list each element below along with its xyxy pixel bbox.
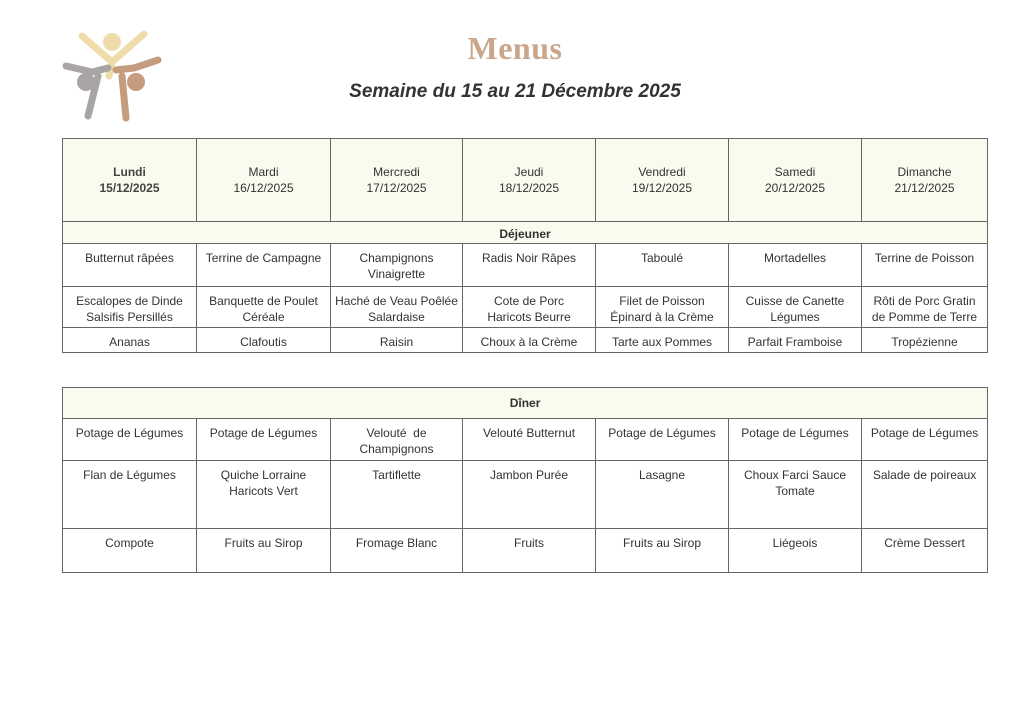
day-name: Vendredi — [638, 165, 686, 179]
menu-item: Parfait Framboise — [747, 335, 843, 349]
menu-cell — [463, 287, 596, 328]
diner-entrees-row — [63, 419, 988, 461]
menu-cell — [63, 244, 197, 287]
menu-cell — [729, 419, 862, 461]
menu-item: Légumes — [770, 310, 820, 324]
menu-item: Fruits au Sirop — [224, 536, 303, 550]
menu-cell — [596, 461, 729, 529]
dejeuner-plats-row — [63, 287, 988, 328]
day-header-samedi — [729, 139, 862, 222]
menu-item: Choux Farci Sauce — [743, 468, 847, 482]
menu-cell — [197, 287, 331, 328]
menu-cell — [331, 287, 463, 328]
menu-item: Cote de Porc — [493, 294, 565, 308]
menu-item: Potage de Légumes — [608, 426, 716, 440]
day-header-mercredi — [331, 139, 463, 222]
menu-item: Terrine de Poisson — [874, 251, 975, 265]
menu-item: Salade de poireaux — [872, 468, 977, 482]
menu-item: Salardaise — [368, 310, 425, 324]
page-subtitle: Semaine du 15 au 21 Décembre 2025 — [349, 81, 681, 102]
menu-cell — [596, 328, 729, 353]
menu-item: Tropézienne — [891, 335, 958, 349]
menu-cell — [862, 244, 988, 287]
menu-cell — [596, 529, 729, 573]
day-name: Mercredi — [373, 165, 420, 179]
menu-cell — [862, 461, 988, 529]
menu-cell — [596, 244, 729, 287]
menu-item: Velouté de — [366, 426, 427, 440]
menu-item: Tartiflette — [372, 468, 421, 482]
day-date: 15/12/2025 — [99, 181, 160, 195]
diner-desserts-row — [63, 529, 988, 573]
menu-item: Potage de Légumes — [75, 426, 184, 440]
day-header-vendredi — [596, 139, 729, 222]
menu-cell — [463, 244, 596, 287]
menu-item: Haché de Veau Poêlée — [335, 294, 458, 308]
menu-item: Jambon Purée — [489, 468, 569, 482]
menu-item: Lasagne — [638, 468, 686, 482]
menu-cell — [331, 529, 463, 573]
menu-item: Taboulé — [640, 251, 684, 265]
page-title: Menus — [467, 30, 563, 66]
dejeuner-entrees-row — [63, 244, 988, 287]
menu-item: Cuisse de Canette — [745, 294, 845, 308]
menu-cell — [331, 328, 463, 353]
day-header-jeudi — [463, 139, 596, 222]
day-header-lundi — [63, 139, 197, 222]
menu-item: Haricots Beurre — [487, 310, 571, 324]
day-name: Mardi — [248, 165, 279, 179]
section-row-diner — [63, 388, 988, 419]
menu-cell — [197, 419, 331, 461]
menu-item: Rôti de Porc Gratin — [873, 294, 976, 308]
menu-cell — [862, 287, 988, 328]
menu-item: Flan de Légumes — [83, 468, 176, 482]
dejeuner-table — [62, 138, 988, 353]
day-date: 18/12/2025 — [498, 181, 560, 195]
day-date: 20/12/2025 — [764, 181, 826, 195]
menu-item: Fromage Blanc — [355, 536, 438, 550]
menu-cell — [729, 287, 862, 328]
menu-cell — [63, 287, 197, 328]
section-label-dejeuner: Déjeuner — [63, 222, 988, 244]
menu-cell — [463, 461, 596, 529]
menu-item: Clafoutis — [240, 335, 287, 349]
menu-item: Butternut râpées — [85, 251, 174, 265]
menu-cell — [197, 328, 331, 353]
menu-cell — [862, 328, 988, 353]
menu-item: Filet de Poisson — [619, 294, 705, 308]
day-header-mardi — [197, 139, 331, 222]
menu-cell — [596, 287, 729, 328]
menu-cell — [331, 419, 463, 461]
day-name: Samedi — [774, 165, 816, 179]
menu-item: Céréale — [242, 310, 285, 324]
menu-item: Fruits au Sirop — [622, 536, 702, 550]
menu-cell — [862, 529, 988, 573]
menu-item: Salsifis Persillés — [86, 310, 173, 324]
menu-cell — [63, 529, 197, 573]
menu-item: Tarte aux Pommes — [611, 335, 713, 349]
menu-cell — [63, 419, 197, 461]
day-date: 16/12/2025 — [233, 181, 294, 195]
diner-table — [62, 387, 988, 573]
dejeuner-desserts-row — [63, 328, 988, 353]
menu-cell — [729, 461, 862, 529]
menu-item: Banquette de Poulet — [209, 294, 318, 308]
menu-item: Épinard à la Crème — [610, 310, 714, 324]
section-row-dejeuner — [63, 222, 988, 244]
menu-item: Choux à la Crème — [480, 335, 578, 349]
menu-cell — [63, 328, 197, 353]
menu-cell — [862, 419, 988, 461]
menu-item: Compote — [105, 536, 154, 550]
menu-cell — [331, 461, 463, 529]
days-header-row — [63, 139, 988, 222]
menu-item: Escalopes de Dinde — [76, 294, 183, 308]
menu-item: Vinaigrette — [367, 267, 426, 281]
menu-cell — [729, 328, 862, 353]
day-header-dimanche — [862, 139, 988, 222]
menu-cell — [463, 328, 596, 353]
menu-item: Raisin — [379, 335, 414, 349]
menu-cell — [63, 461, 197, 529]
menu-cell — [197, 461, 331, 529]
menu-item: Mortadelles — [763, 251, 827, 265]
day-name: Lundi — [113, 165, 146, 179]
menu-cell — [197, 529, 331, 573]
day-date: 19/12/2025 — [631, 181, 693, 195]
menu-item: Radis Noir Râpes — [481, 251, 577, 265]
menu-cell — [463, 529, 596, 573]
menu-cell — [463, 419, 596, 461]
day-date: 17/12/2025 — [366, 181, 427, 195]
menu-item: Fruits — [514, 536, 544, 550]
menu-item: Terrine de Campagne — [205, 251, 322, 265]
menu-item: Potage de Légumes — [209, 426, 318, 440]
menu-item: Liégeois — [772, 536, 818, 550]
section-label-diner: Dîner — [63, 388, 988, 419]
menu-item: Quiche Lorraine — [220, 468, 307, 482]
day-date: 21/12/2025 — [894, 181, 955, 195]
menu-cell — [331, 244, 463, 287]
menu-item: Potage de Légumes — [741, 426, 849, 440]
menu-item: Tomate — [775, 484, 815, 498]
menu-cell — [729, 244, 862, 287]
menu-item: Ananas — [109, 335, 150, 349]
menu-cell — [729, 529, 862, 573]
menu-item: Velouté Butternut — [482, 426, 576, 440]
menu-cell — [596, 419, 729, 461]
menu-item: Crème Dessert — [884, 536, 965, 550]
diner-plats-row — [63, 461, 988, 529]
menu-item: de Pomme de Terre — [871, 310, 978, 324]
menu-item: Potage de Légumes — [870, 426, 979, 440]
menu-item: Champignons — [359, 442, 434, 456]
menu-cell — [197, 244, 331, 287]
menu-item: Champignons — [359, 251, 434, 265]
day-name: Dimanche — [897, 165, 952, 179]
day-name: Jeudi — [514, 165, 544, 179]
menu-item: Haricots Vert — [229, 484, 298, 498]
